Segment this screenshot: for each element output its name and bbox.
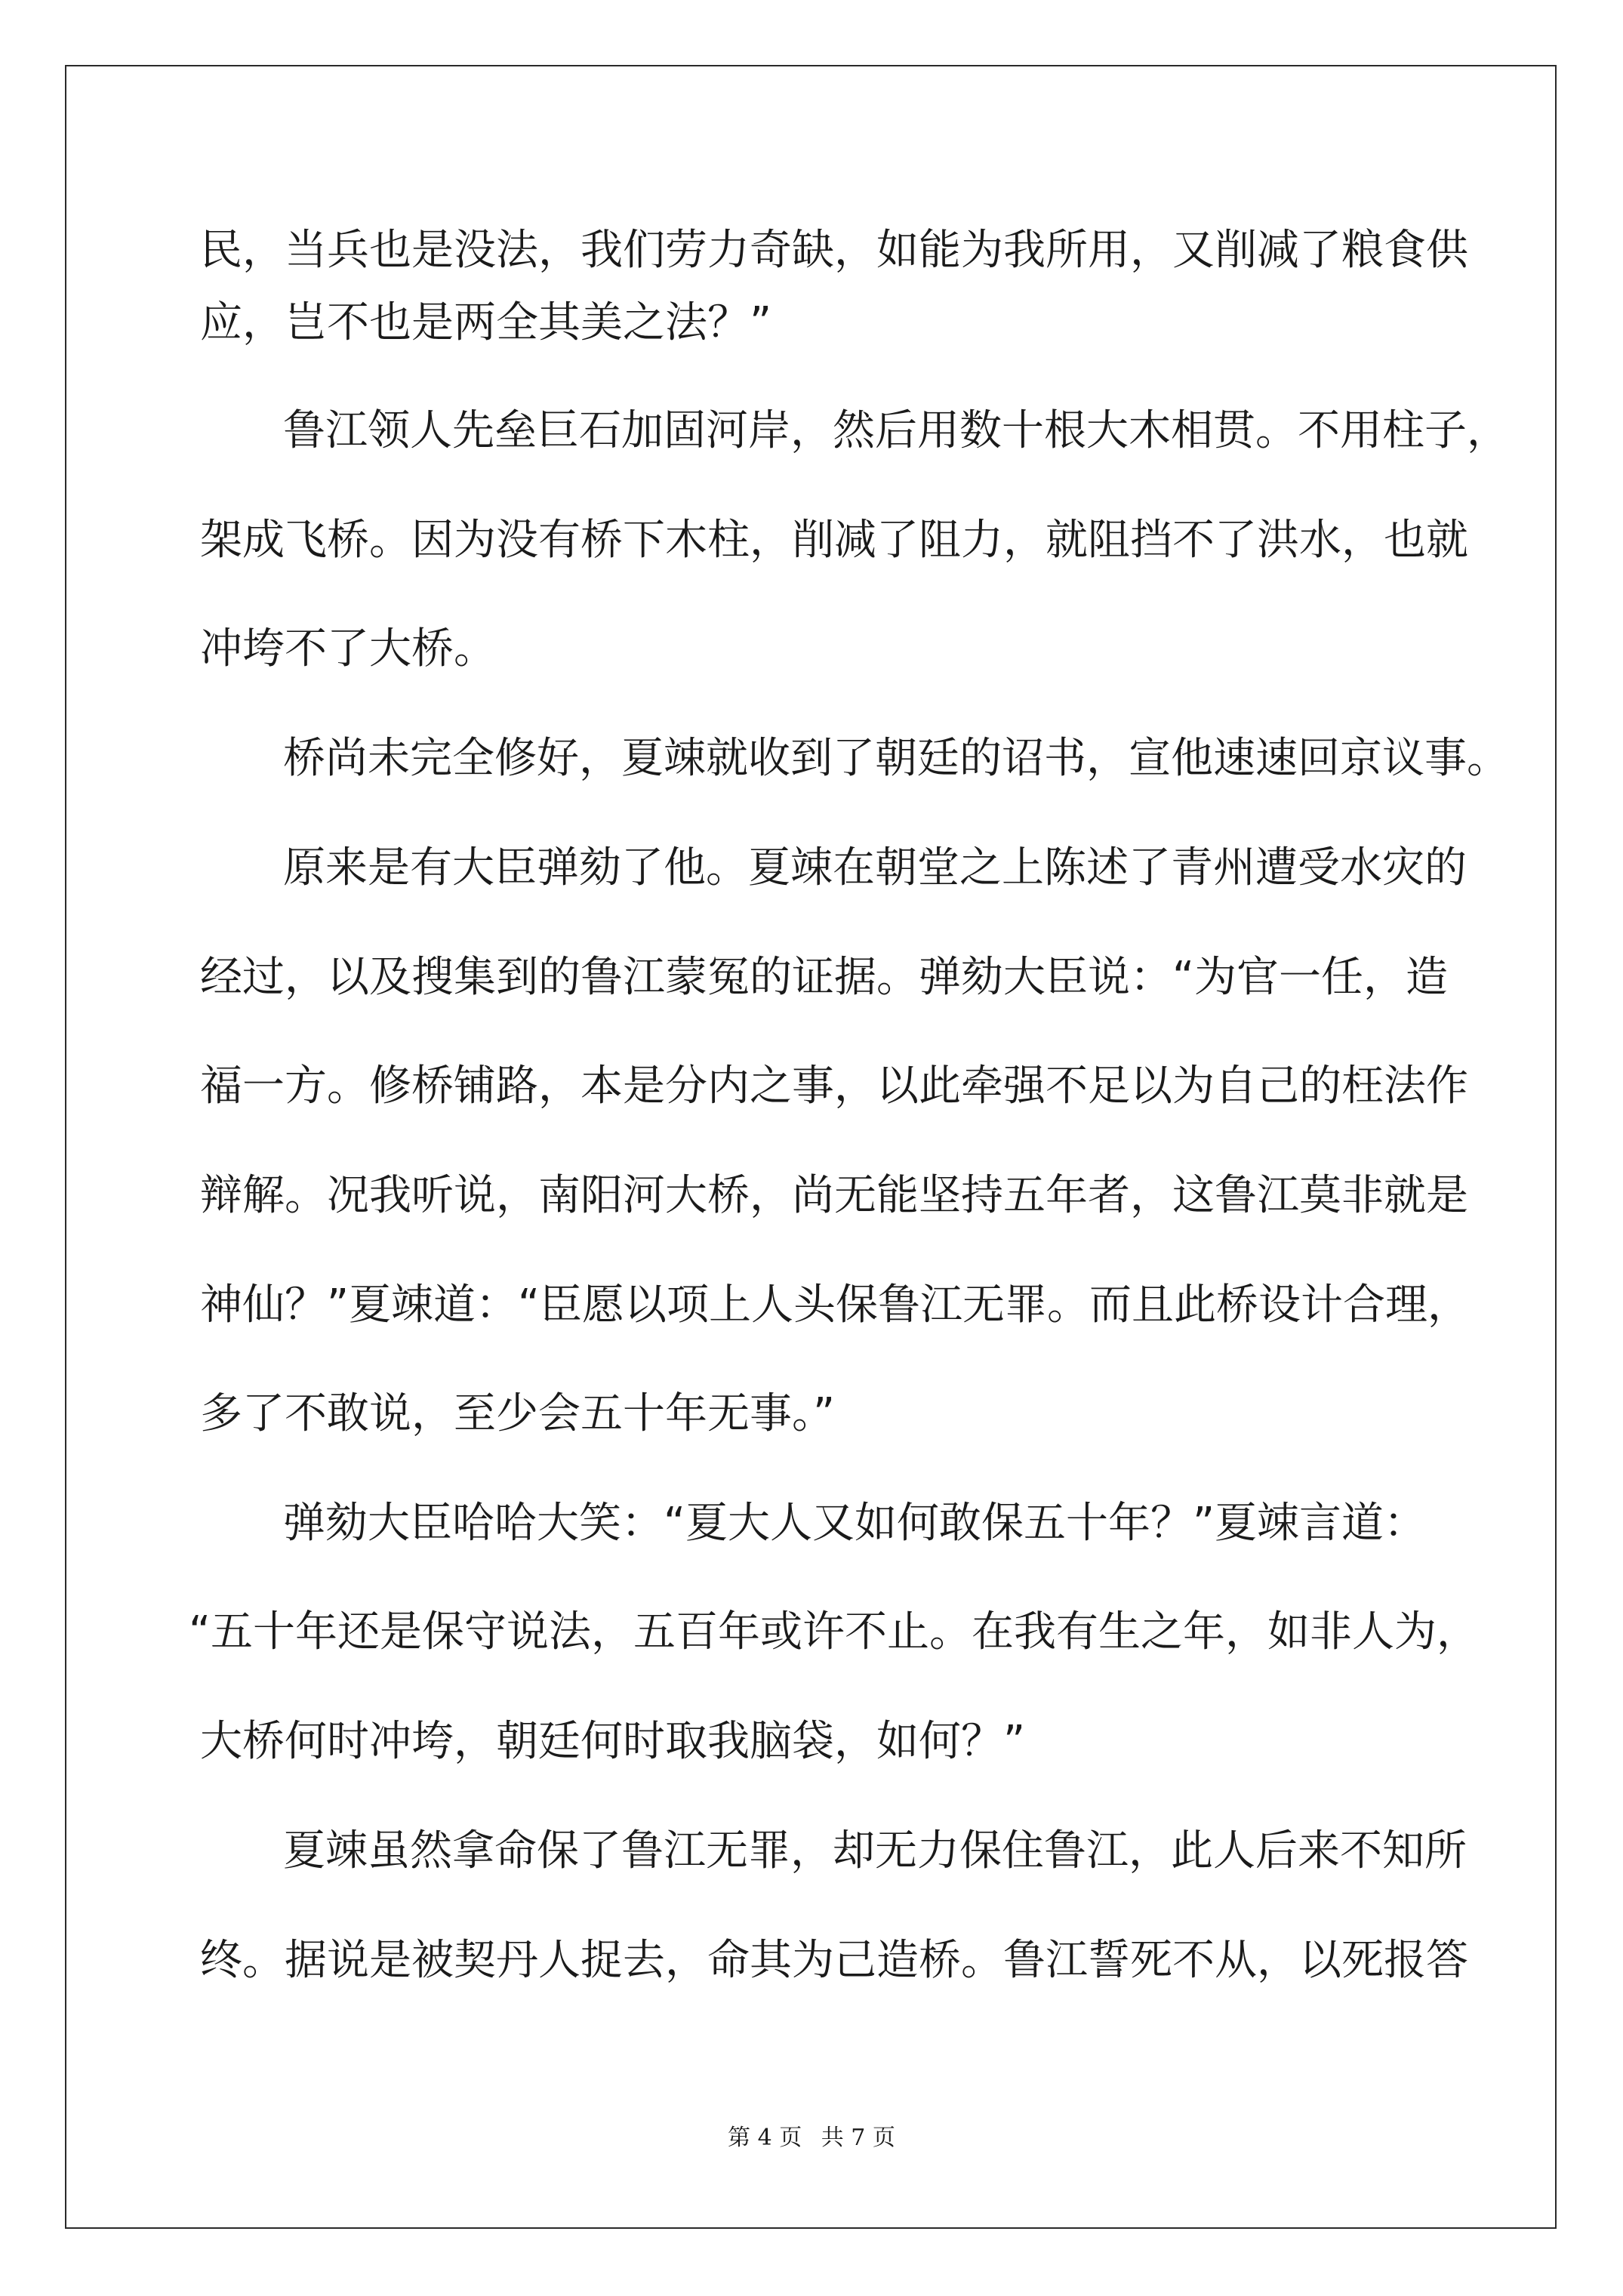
text-line: 经过，以及搜集到的鲁江蒙冤的证据。弹劾大臣说：“为官一任，造 — [200, 953, 1449, 1002]
text-line: 辩解。况我听说，南阳河大桥，尚无能坚持五年者，这鲁江莫非就是 — [200, 1171, 1468, 1220]
text-line: 鲁江领人先垒巨石加固河岸，然后用数十根大木相贯。不用柱子， — [283, 406, 1509, 455]
text-line: 神仙？”夏竦道：“臣愿以项上人头保鲁江无罪。而且此桥设计合理， — [200, 1281, 1471, 1330]
text-line: 架成飞桥。因为没有桥下木柱，削减了阻力，就阻挡不了洪水，也就 — [200, 516, 1468, 565]
text-line: 冲垮不了大桥。 — [200, 624, 496, 673]
text-line: 弹劾大臣哈哈大笑：“夏大人又如何敢保五十年？”夏竦言道： — [283, 1499, 1427, 1548]
page-number: 第 4 页 — [728, 2125, 802, 2151]
text-line: 夏竦虽然拿命保了鲁江无罪，却无力保住鲁江，此人后来不知所 — [283, 1826, 1467, 1875]
text-line: 多了不敢说，至少会五十年无事。” — [200, 1389, 836, 1438]
text-line: 民，当兵也是没法，我们劳力奇缺，如能为我所用，又削减了粮食供 — [200, 226, 1468, 275]
page-border — [65, 65, 1557, 2229]
page-total: 共 7 页 — [821, 2125, 895, 2151]
text-line: 福一方。修桥铺路，本是分内之事，以此牵强不足以为自己的枉法作 — [200, 1062, 1468, 1111]
text-line: 桥尚未完全修好，夏竦就收到了朝廷的诏书，宣他速速回京议事。 — [283, 734, 1509, 783]
text-line: 原来是有大臣弹劾了他。夏竦在朝堂之上陈述了青州遭受水灾的 — [283, 843, 1467, 892]
page-footer — [0, 2123, 1623, 2153]
text-line: “五十年还是保守说法，五百年或许不止。在我有生之年，如非人为， — [189, 1607, 1480, 1657]
text-line: 应，岂不也是两全其美之法？” — [200, 298, 772, 347]
text-line: 终。据说是被契丹人捉去，命其为己造桥。鲁江誓死不从，以死报答 — [200, 1936, 1468, 1985]
text-line: 大桥何时冲垮，朝廷何时取我脑袋，如何？” — [200, 1717, 1026, 1766]
